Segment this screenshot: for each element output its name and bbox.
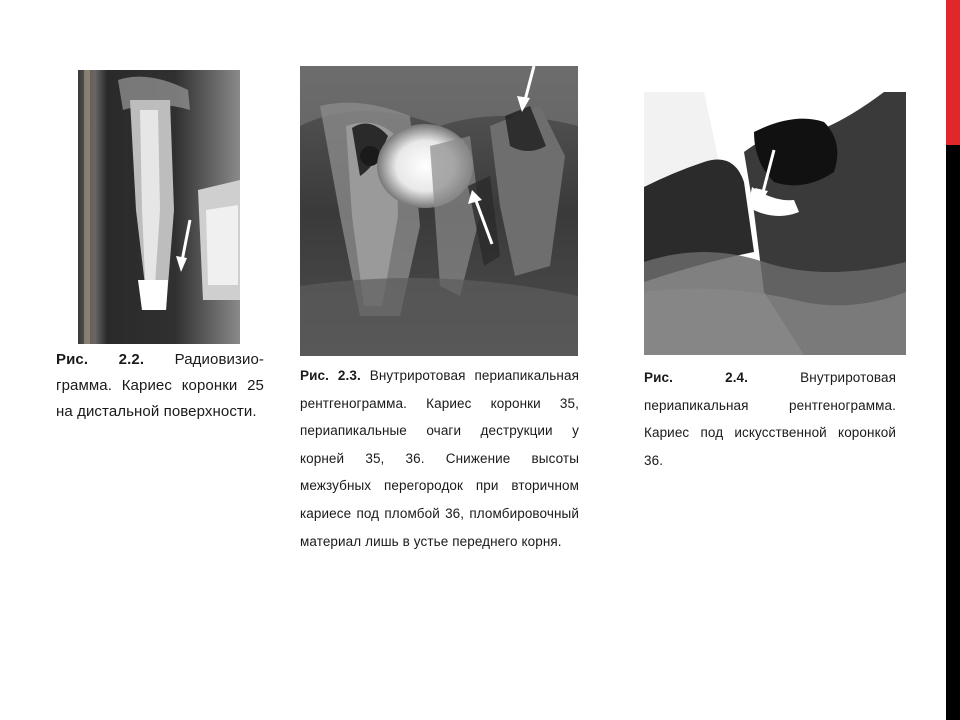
figure-number: Рис. 2.3.	[300, 368, 361, 383]
caption-text: Радиовизио-грамма. Кариес коронки 25 на дистальной поверхности.	[56, 351, 264, 420]
caption-fig-2-3	[300, 362, 579, 555]
artificial-crown-radiograph-image	[644, 92, 906, 355]
periapical-radiograph-image	[300, 66, 578, 356]
figure-number: Рис. 2.2.	[56, 351, 145, 368]
caption-fig-2-4	[644, 364, 896, 474]
caption-fig-2-2	[56, 347, 264, 425]
figure-number: Рис. 2.4.	[644, 370, 749, 385]
accent-bar-red	[946, 0, 960, 145]
accent-bar-black	[946, 145, 960, 720]
radiovisiogram-image	[78, 70, 240, 344]
caption-text: Внутриротовая периапикальная рентгенограмма. Кариес под искусственной коронкой 36.	[644, 370, 896, 468]
caption-text: Внутриротовая периапикальная рентгенограмма. Кариес коронки 35, периапикальные очаги деструкции у корней 35, 36. Снижение высоты межзубных перегородок при вторичном кариесе под пломбой 36, пломбировочный материал лишь в устье переднего корня.	[300, 368, 579, 549]
